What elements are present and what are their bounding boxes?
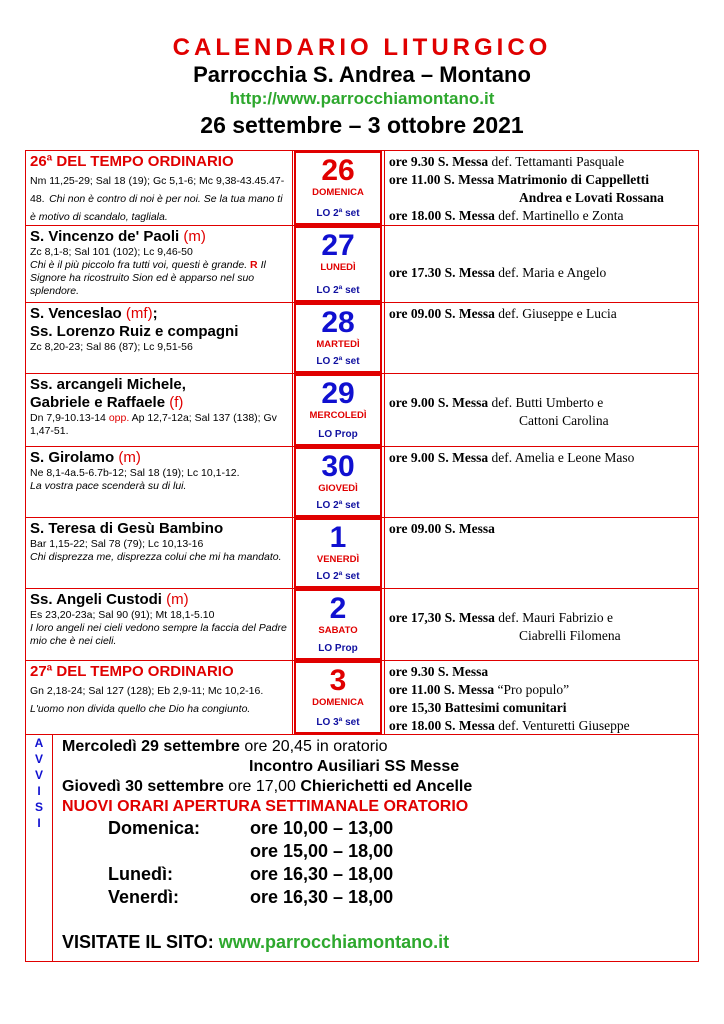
day-row [25, 150, 699, 226]
mass-line: ore 17.30 S. Messa def. Maria e Angelo [389, 265, 607, 280]
day-number: 3 [329, 664, 347, 697]
weekday: GIOVEDÌ [318, 483, 358, 494]
mass-line: ore 09.00 S. Messa [389, 521, 495, 536]
day-number: 29 [321, 377, 355, 410]
mass-line: ore 15,30 Battesimi comunitari [389, 700, 567, 715]
page-header [0, 34, 724, 139]
parish-name: Parrocchia S. Andrea – Montano [193, 62, 531, 87]
gospel-quote: La vostra pace scenderà su di lui. [30, 480, 187, 492]
day-number: 28 [321, 306, 355, 339]
day-number: 26 [321, 154, 355, 187]
day-row [25, 373, 699, 447]
date-box [294, 374, 382, 446]
readings: Bar 1,15-22; Sal 78 (79); Lc 10,13-16 [30, 538, 204, 550]
day-number: 1 [329, 521, 347, 554]
saint-name: Ss. arcangeli Michele, [30, 376, 186, 393]
masses-cell [384, 447, 698, 517]
readings: Zc 8,20-23; Sal 86 (87); Lc 9,51-56 [30, 341, 193, 353]
weekday: SABATO [318, 625, 358, 636]
weekday: MARTEDÌ [316, 339, 360, 350]
mass-line: ore 9.30 S. Messa def. Tettamanti Pasquale [389, 154, 625, 169]
day-number: 2 [329, 592, 347, 625]
notice-line: Giovedì 30 settembre ore 17,00 Chierichetti ed Ancelle [62, 778, 473, 795]
saint-cell [26, 589, 293, 660]
saint-cell [26, 374, 293, 446]
saint-cell [26, 151, 293, 225]
readings: Nm 11,25-29; Sal 18 (19); Gc 5,1-6; Mc 9,38-43.45.47-48. [30, 175, 285, 205]
mass-line: ore 9.30 S. Messa [389, 664, 489, 679]
mass-line: Andrea e Lovati Rossana [519, 190, 664, 205]
masses-cell [384, 589, 698, 660]
liturgy-office: LO 2ª set [316, 500, 360, 511]
day-row [25, 588, 699, 661]
saint-name: Ss. Angeli Custodi (m) [30, 591, 189, 608]
date-box [294, 589, 382, 660]
site-link[interactable]: www.parrocchiamontano.it [218, 932, 450, 952]
weekday: DOMENICA [312, 697, 364, 708]
saint-cell [26, 226, 293, 302]
readings: Ne 8,1-4a.5-6.7b-12; Sal 18 (19); Lc 10,1-12. [30, 467, 240, 479]
notices-body [62, 737, 694, 954]
saint-name: S. Vincenzo de' Paoli (m) [30, 228, 206, 245]
date-box [294, 226, 382, 302]
date-box [294, 661, 382, 734]
saint-cell [26, 518, 293, 588]
visit-line: VISITATE IL SITO: www.parrocchiamontano.it [62, 932, 450, 952]
liturgy-office: LO 2ª set [316, 356, 360, 367]
date-box [294, 518, 382, 588]
weekday: DOMENICA [312, 187, 364, 198]
mass-line: ore 11.00 S. Messa Matrimonio di Cappelletti [389, 172, 649, 187]
notices-box [25, 734, 699, 962]
date-box [294, 447, 382, 517]
notice-line: Mercoledì 29 settembre ore 20,45 in oratorio [62, 738, 388, 755]
readings: Zc 8,1-8; Sal 101 (102); Lc 9,46-50 [30, 246, 193, 258]
day-number: 27 [321, 229, 355, 262]
gospel-quote: I loro angeli nei cieli vedono sempre la faccia del Padre mio che è nei cieli. [30, 622, 287, 647]
date-box [294, 151, 382, 225]
gospel-quote: Chi non è contro di noi è per noi. Se la tua mano ti è motivo di scandalo, tagliala. [30, 193, 283, 223]
mass-line: ore 11.00 S. Messa “Pro populo” [389, 682, 570, 697]
readings: Es 23,20-23a; Sal 90 (91); Mt 18,1-5.10 [30, 609, 215, 621]
weekday: VENERDÌ [316, 554, 360, 565]
page-title: CALENDARIO LITURGICO [172, 34, 552, 61]
notice-line: Incontro Ausiliari SS Messe [249, 758, 460, 775]
masses-cell [384, 303, 698, 373]
day-row [25, 446, 699, 518]
liturgy-office: LO 3ª set [316, 717, 360, 728]
hours-line: Domenica: ore 10,00 – 13,00 [108, 818, 394, 838]
parish-url-link[interactable]: http://www.parrocchiamontano.it [229, 89, 495, 108]
liturgy-office: LO Prop [318, 429, 358, 440]
liturgy-office: LO 2ª set [316, 571, 360, 582]
gospel-quote: L'uomo non divida quello che Dio ha congiunto. [30, 703, 251, 715]
mass-line: Ciabrelli Filomena [519, 628, 621, 643]
masses-cell [384, 661, 698, 734]
gospel-quote: Chi è il più piccolo fra tutti voi, questi è grande. R Il Signore ha ricostruito Sion ed è apparso nel suo splendore. [30, 259, 266, 297]
saint-name: 27ª DEL TEMPO ORDINARIO [30, 663, 234, 680]
day-row [25, 225, 699, 303]
mass-line: ore 17,30 S. Messa def. Mauri Fabrizio e [389, 610, 613, 625]
mass-line: ore 9.00 S. Messa def. Amelia e Leone Maso [389, 450, 635, 465]
liturgy-office: LO 2ª set [316, 285, 360, 296]
mass-line: ore 9.00 S. Messa def. Butti Umberto e [389, 395, 604, 410]
saint-cell [26, 303, 293, 373]
date-box [294, 303, 382, 373]
readings: Gn 2,18-24; Sal 127 (128); Eb 2,9-11; Mc 10,2-16. [30, 685, 264, 697]
saint-name: Ss. Lorenzo Ruiz e compagni [30, 323, 239, 340]
hours-line: Venerdì: ore 16,30 – 18,00 [108, 887, 394, 907]
saint-cell [26, 661, 293, 734]
saint-name: 26ª DEL TEMPO ORDINARIO [30, 153, 234, 170]
masses-cell [384, 374, 698, 446]
saint-name: S. Teresa di Gesù Bambino [30, 520, 224, 537]
day-row [25, 660, 699, 735]
day-row [25, 517, 699, 589]
masses-cell [384, 226, 698, 302]
mass-line: ore 18.00 S. Messa def. Venturetti Giuseppe [389, 718, 630, 733]
date-range: 26 settembre – 3 ottobre 2021 [200, 112, 524, 138]
gospel-quote: Chi disprezza me, disprezza colui che mi ha mandato. [30, 551, 282, 563]
masses-cell [384, 151, 698, 225]
day-number: 30 [321, 450, 355, 483]
liturgy-office: LO 2ª set [316, 208, 360, 219]
mass-line: Cattoni Carolina [519, 413, 609, 428]
notices-side-label: A V V I S I [26, 735, 53, 961]
mass-line: ore 09.00 S. Messa def. Giuseppe e Lucia [389, 306, 617, 321]
notice-heading: NUOVI ORARI APERTURA SETTIMANALE ORATORIO [62, 798, 469, 815]
masses-cell [384, 518, 698, 588]
saint-name: S. Venceslao (mf); [30, 305, 158, 322]
day-row [25, 302, 699, 374]
weekday: MERCOLEDÌ [309, 410, 367, 421]
hours-line: Lunedì: ore 16,30 – 18,00 [108, 864, 394, 884]
saint-cell [26, 447, 293, 517]
weekday: LUNEDÌ [320, 262, 356, 273]
liturgy-office: LO Prop [318, 643, 358, 654]
readings: Dn 7,9-10.13-14 opp. Ap 12,7-12a; Sal 137 (138); Gv 1,47-51. [30, 412, 277, 437]
saint-name: Gabriele e Raffaele (f) [30, 394, 184, 411]
hours-line: ore 15,00 – 18,00 [250, 841, 394, 861]
mass-line: ore 18.00 S. Messa def. Martinello e Zonta [389, 208, 624, 223]
saint-name: S. Girolamo (m) [30, 449, 141, 466]
